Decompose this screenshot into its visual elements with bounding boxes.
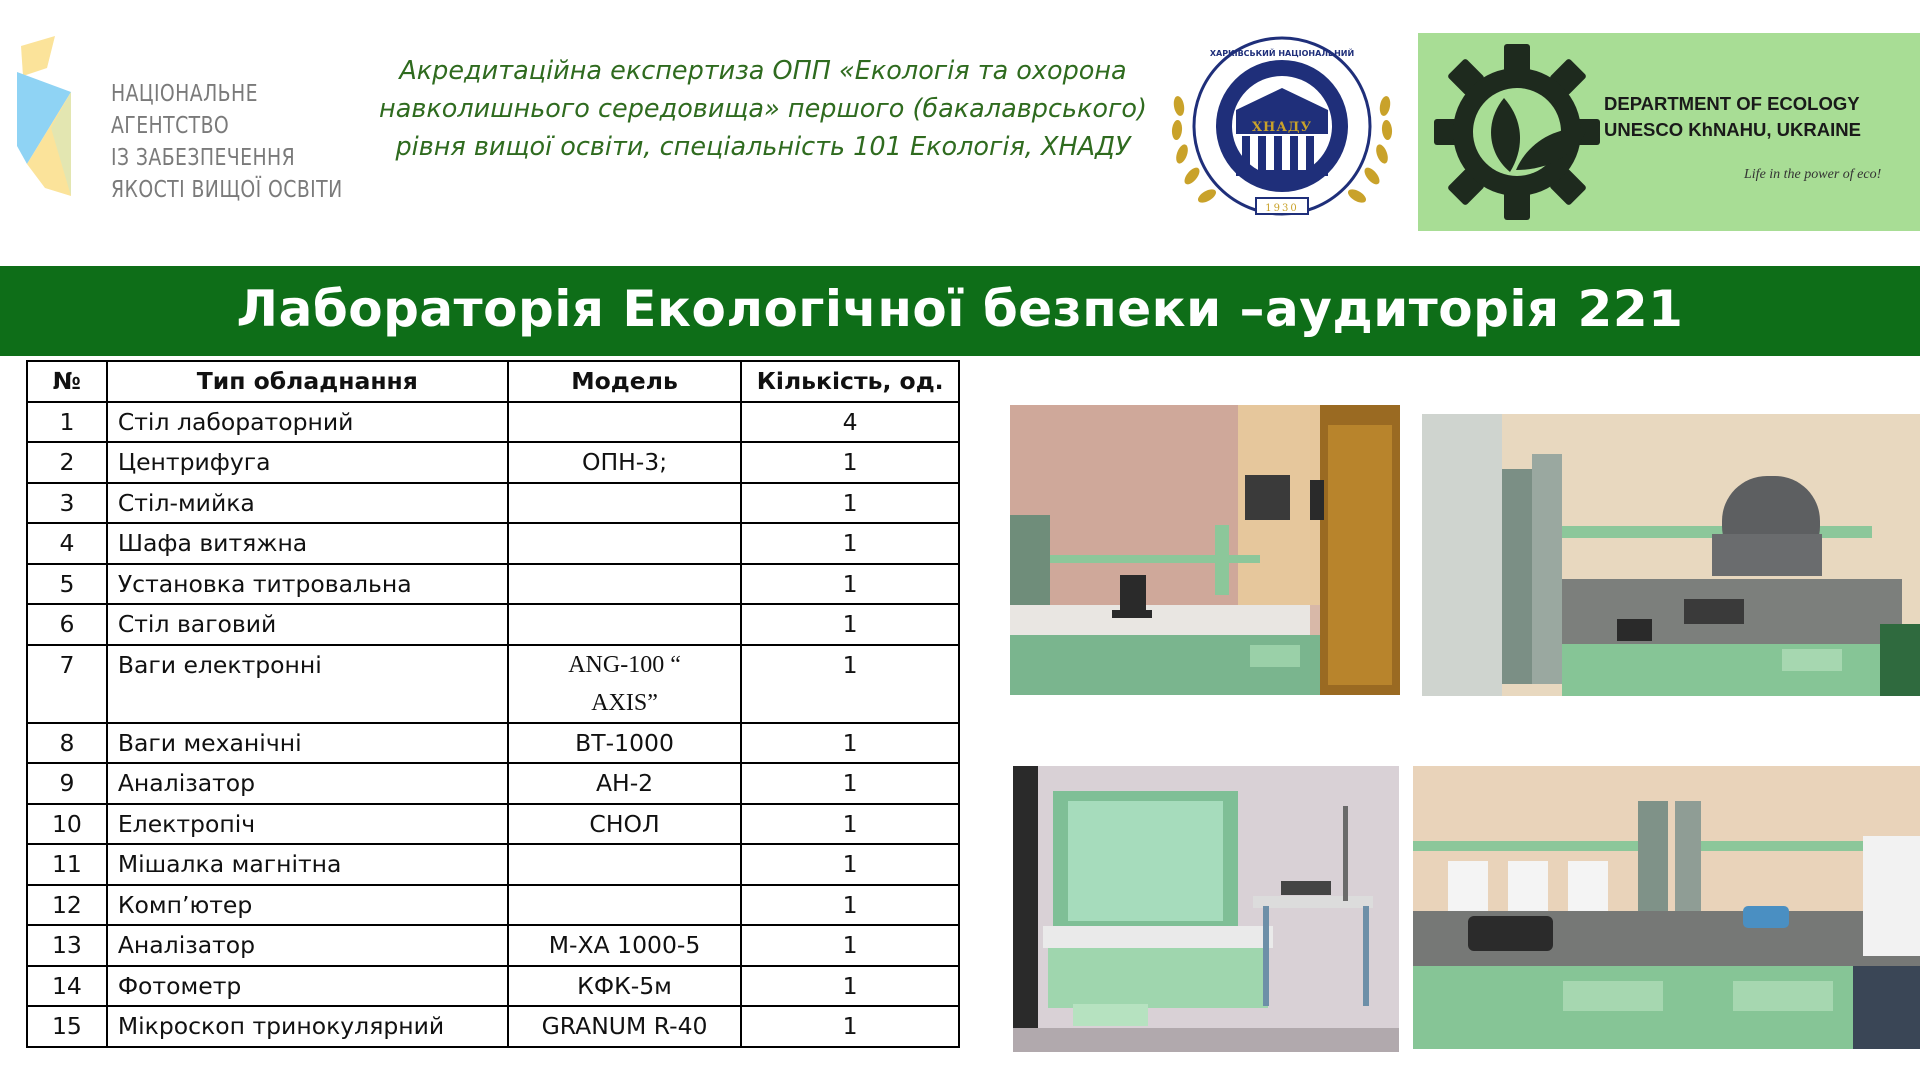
table-row [27,966,959,1007]
cell-number: 10 [27,804,107,845]
table-row [27,442,959,483]
table-row [27,402,959,443]
cell-equipment-name: Аналізатор [107,925,508,966]
naqa-line-1: НАЦІОНАЛЬНЕ [111,81,258,107]
cell-number: 15 [27,1006,107,1047]
table-row [27,523,959,564]
cell-model: ОПН-3; [508,442,742,483]
cell-quantity: 1 [741,763,959,804]
cell-quantity: 1 [741,604,959,645]
cell-model: ВТ-1000 [508,723,742,764]
cell-equipment-name: Центрифуга [107,442,508,483]
cell-model: М-ХА 1000-5 [508,925,742,966]
slide-header [0,0,1920,266]
cell-equipment-name: Мішалка магнітна [107,844,508,885]
cell-model [508,885,742,926]
cell-number: 8 [27,723,107,764]
cell-equipment-name: Стіл-мийка [107,483,508,524]
table-row [27,723,959,764]
table-row [27,1006,959,1047]
cell-model [508,523,742,564]
cell-quantity: 1 [741,483,959,524]
table-row [27,564,959,605]
naqa-line-3: ІЗ ЗАБЕЗПЕЧЕННЯ [111,145,296,171]
cell-number: 2 [27,442,107,483]
lab-photo-fume-cabinet [1013,766,1399,1052]
cell-model: GRANUM R-40 [508,1006,742,1047]
table-row [27,763,959,804]
accreditation-caption [368,52,1158,166]
cell-number: 6 [27,604,107,645]
header-equipment-type: Тип обладнання [107,361,508,402]
cell-model: АН-2 [508,763,742,804]
lab-photo-furnace [1422,414,1920,696]
cell-quantity: 1 [741,645,959,723]
cell-equipment-name: Установка титровальна [107,564,508,605]
naqa-line-4: ЯКОСТІ ВИЩОЇ ОСВІТИ [111,177,343,203]
cell-number: 9 [27,763,107,804]
cell-quantity: 1 [741,966,959,1007]
cell-number: 11 [27,844,107,885]
title-banner [0,266,1920,356]
table-row [27,645,959,723]
khnadu-name: ХНАДУ [1251,120,1313,135]
department-motto: Life in the power of eco! [1744,167,1882,182]
slide-title: Лабораторія Екологічної безпеки –аудиторія 221 [236,280,1684,338]
table-row [27,604,959,645]
cell-model [508,483,742,524]
cell-quantity: 1 [741,844,959,885]
header-quantity: Кількість, од. [741,361,959,402]
department-title-line-2: UNESCO KhNAHU, UKRAINE [1604,119,1861,140]
cell-quantity: 1 [741,1006,959,1047]
cell-model [508,844,742,885]
cell-model: СНОЛ [508,804,742,845]
table-row [27,844,959,885]
cell-quantity: 4 [741,402,959,443]
accreditation-line-3: рівня вищої освіти, спеціальність 101 Екологія, ХНАДУ [395,132,1131,162]
cell-number: 7 [27,645,107,723]
lab-photo-microscope [1010,405,1400,695]
equipment-table [26,360,960,1048]
cell-number: 13 [27,925,107,966]
khnadu-year: 1930 [1265,203,1299,214]
cell-model [508,402,742,443]
cell-number: 5 [27,564,107,605]
cell-equipment-name: Комп’ютер [107,885,508,926]
table-row [27,483,959,524]
department-title [1604,91,1861,143]
cell-quantity: 1 [741,523,959,564]
cell-model [508,604,742,645]
khnadu-logo [1162,26,1402,234]
cell-number: 1 [27,402,107,443]
cell-number: 12 [27,885,107,926]
cell-quantity: 1 [741,564,959,605]
table-row [27,885,959,926]
cell-model [508,564,742,605]
cell-equipment-name: Аналізатор [107,763,508,804]
department-logo [1418,33,1920,231]
cell-number: 14 [27,966,107,1007]
cell-equipment-name: Ваги механічні [107,723,508,764]
header-number: № [27,361,107,402]
naqa-line-2: АГЕНТСТВО [111,113,230,139]
lab-photo-analyzers [1413,766,1920,1049]
cell-equipment-name: Електропіч [107,804,508,845]
cell-model: ANG-100 “ AXIS” [508,645,742,723]
table-row [27,804,959,845]
cell-number: 4 [27,523,107,564]
cell-quantity: 1 [741,804,959,845]
cell-model: КФК-5м [508,966,742,1007]
accreditation-line-2: навколишнього середовища» першого (бакалаврського) [379,94,1147,124]
naqa-logo [15,36,345,206]
department-title-line-1: DEPARTMENT OF ECOLOGY [1604,93,1860,114]
cell-quantity: 1 [741,442,959,483]
cell-equipment-name: Шафа витяжна [107,523,508,564]
header-model: Модель [508,361,742,402]
cell-equipment-name: Ваги електронні [107,645,508,723]
cell-quantity: 1 [741,885,959,926]
cell-equipment-name: Мікроскоп тринокулярний [107,1006,508,1047]
accreditation-line-1: Акредитаційна експертиза ОПП «Екологія та охорона [399,56,1127,86]
table-header-row [27,361,959,402]
svg-text:ХАРКІВСЬКИЙ НАЦІОНАЛЬНИЙ: ХАРКІВСЬКИЙ НАЦІОНАЛЬНИЙ [1209,49,1355,58]
cell-quantity: 1 [741,723,959,764]
cell-quantity: 1 [741,925,959,966]
cell-equipment-name: Фотометр [107,966,508,1007]
cell-number: 3 [27,483,107,524]
gear-leaf-icon [1432,42,1602,222]
cell-equipment-name: Стіл ваговий [107,604,508,645]
cell-equipment-name: Стіл лабораторний [107,402,508,443]
table-row [27,925,959,966]
